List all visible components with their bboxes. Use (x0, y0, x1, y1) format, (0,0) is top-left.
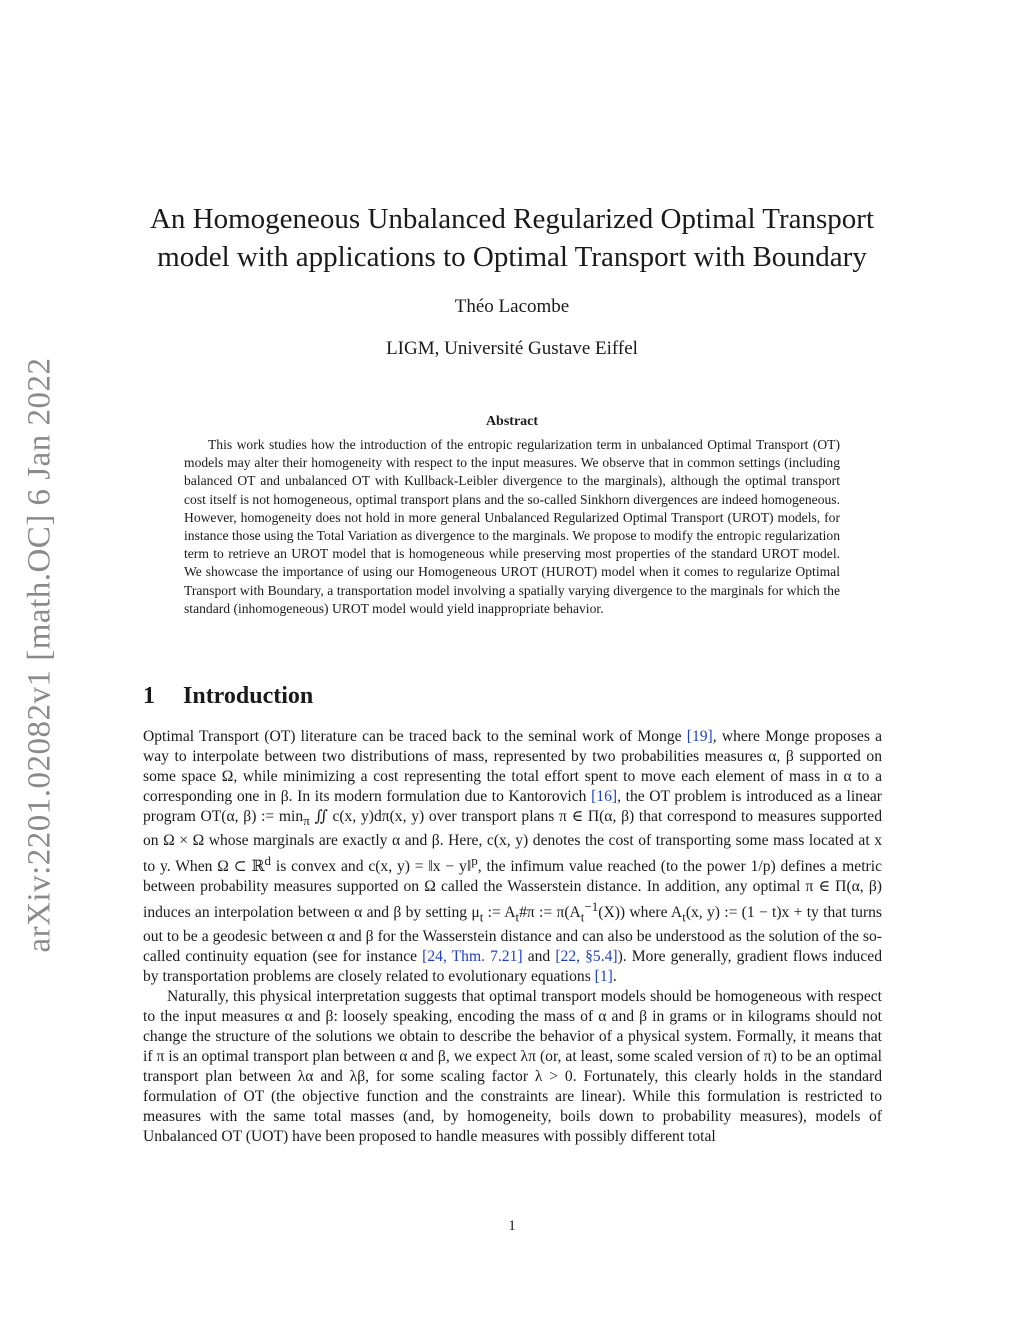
text-run: #π := π(A (519, 904, 581, 922)
paragraph-2: Naturally, this physical interpretation suggests that optimal transport models should be homogeneous with respect to the input measures α and β: loosely speaking, encoding the mass of α and β in grams or in kilograms should not change the structure of the solutions we obtain to describe the behavior of a physical system. Formally, it means that if π is an optimal transport plan between α and β, we expect λπ (or, at least, some scaled version of π) to be an optimal transport plan between λα and λβ, for some scaling factor λ > 0. Fortunately, this clearly holds in the standard formulation of OT (the objective function and the constraints are linear). While this formulation is restricted to measures with the same total masses (and, by homogeneity, boils down to probability measures), models of Unbalanced OT (UOT) have been proposed to handle measures with possibly different total (143, 988, 882, 1145)
text-run: (x, y) := (1 − t)x + ty that turns out to be a geodesic between α and β for the Wasserstein distance and can also be understood as the solution of the so-called continuity equation (see for instance (143, 904, 883, 966)
text-run: and (522, 948, 556, 966)
text-run: . (612, 968, 617, 986)
math-superscript: d (264, 852, 272, 868)
math-subscript: t (515, 909, 520, 925)
text-run: := A (483, 904, 516, 922)
text-run: ). More generally, gradient flows induced by transportation problems are closely related to evolutionary equations (143, 948, 882, 986)
paper-title (110, 200, 914, 276)
math-superscript: −1 (584, 898, 599, 914)
citation-link[interactable]: [24, Thm. 7.21] (422, 948, 523, 966)
page-number: 1 (508, 1218, 516, 1234)
author-affiliation: LIGM, Université Gustave Eiffel (386, 338, 638, 359)
citation-link[interactable]: [19] (686, 728, 713, 745)
section-heading (143, 683, 313, 710)
citation-link[interactable]: [16] (591, 787, 618, 805)
text-run: Optimal Transport (OT) literature can be traced back to the seminal work of Monge (143, 728, 687, 745)
math-subscript: t (580, 909, 585, 925)
abstract-heading: Abstract (485, 414, 539, 429)
math-subscript: π (303, 812, 310, 828)
text-run: , where Monge proposes a way to interpolate between two distributions of mass, represented by two probabilities measures α, β supported on some space Ω, while minimizing a cost representing the total effort spent to move each element of mass in α to a corresponding one in β. In its modern formulation due to Kantorovich (143, 728, 883, 805)
paragraph-1 (143, 727, 882, 987)
text-run: , the infimum value reached (to the power 1/p) defines a metric between probability measures supported on Ω called the Wasserstein distance. In addition, any optimal π ∈ Π(α, β) induces an interpolation between α and β by setting μ (143, 858, 883, 922)
arxiv-identifier-stamp: arXiv:2201.02082v1 [math.OC] 6 Jan 2022 (21, 357, 58, 953)
text-run: ∬ c(x, y)dπ(x, y) over transport plans π ∈ Π(α, β) that correspond to measures supported on Ω × Ω whose marginals are exactly α and β. Here, c(x, y) denotes the cost of transporting some mass located at x to y. When Ω ⊂ ℝ (143, 807, 882, 876)
citation-link[interactable]: [22, §5.4] (555, 948, 618, 966)
paper-title-line-1: An Homogeneous Unbalanced Regularized Optimal Transport (149, 203, 875, 235)
text-run: , the OT problem is introduced as a linear program OT(α, β) := min (143, 787, 882, 825)
paper-title-line-2: model with applications to Optimal Transport with Boundary (157, 241, 867, 273)
math-subscript: t (479, 909, 484, 925)
text-run: (X)) where A (598, 904, 683, 922)
abstract-text: This work studies how the introduction of the entropic regularization term in unbalanced Optimal Transport (OT) models may alter their homogeneity with respect to the input measures. We observe that in common settings (including balanced OT and unbalanced OT with Kullback-Leibler divergence to the marginals), although the optimal transport cost itself is not homogeneous, optimal transport plans and the so-called Sinkhorn divergences are indeed homogeneous. However, homogeneity does not hold in more general Unbalanced Regularized Optimal Transport (UROT) models, for instance those using the Total Variation as divergence to the marginals. We propose to modify the entropic regularization term to retrieve an UROT model that is homogeneous while preserving most properties of the standard UROT model. We showcase the importance of using our Homogeneous UROT (HUROT) model when it comes to regularize Optimal Transport with Boundary, a transportation model involving a spatially varying divergence to the marginals for which the standard (inhomogeneous) UROT model would yield inappropriate behavior. (184, 437, 840, 616)
citation-link[interactable]: [1] (594, 968, 613, 986)
author-name: Théo Lacombe (454, 296, 570, 317)
body-text (143, 727, 882, 1147)
math-subscript: t (682, 909, 686, 925)
section-title: Introduction (183, 683, 314, 709)
text-run: is convex and c(x, y) = ‖x − y‖ (271, 858, 472, 876)
section-number: 1 (143, 683, 155, 709)
math-superscript: p (471, 852, 478, 868)
